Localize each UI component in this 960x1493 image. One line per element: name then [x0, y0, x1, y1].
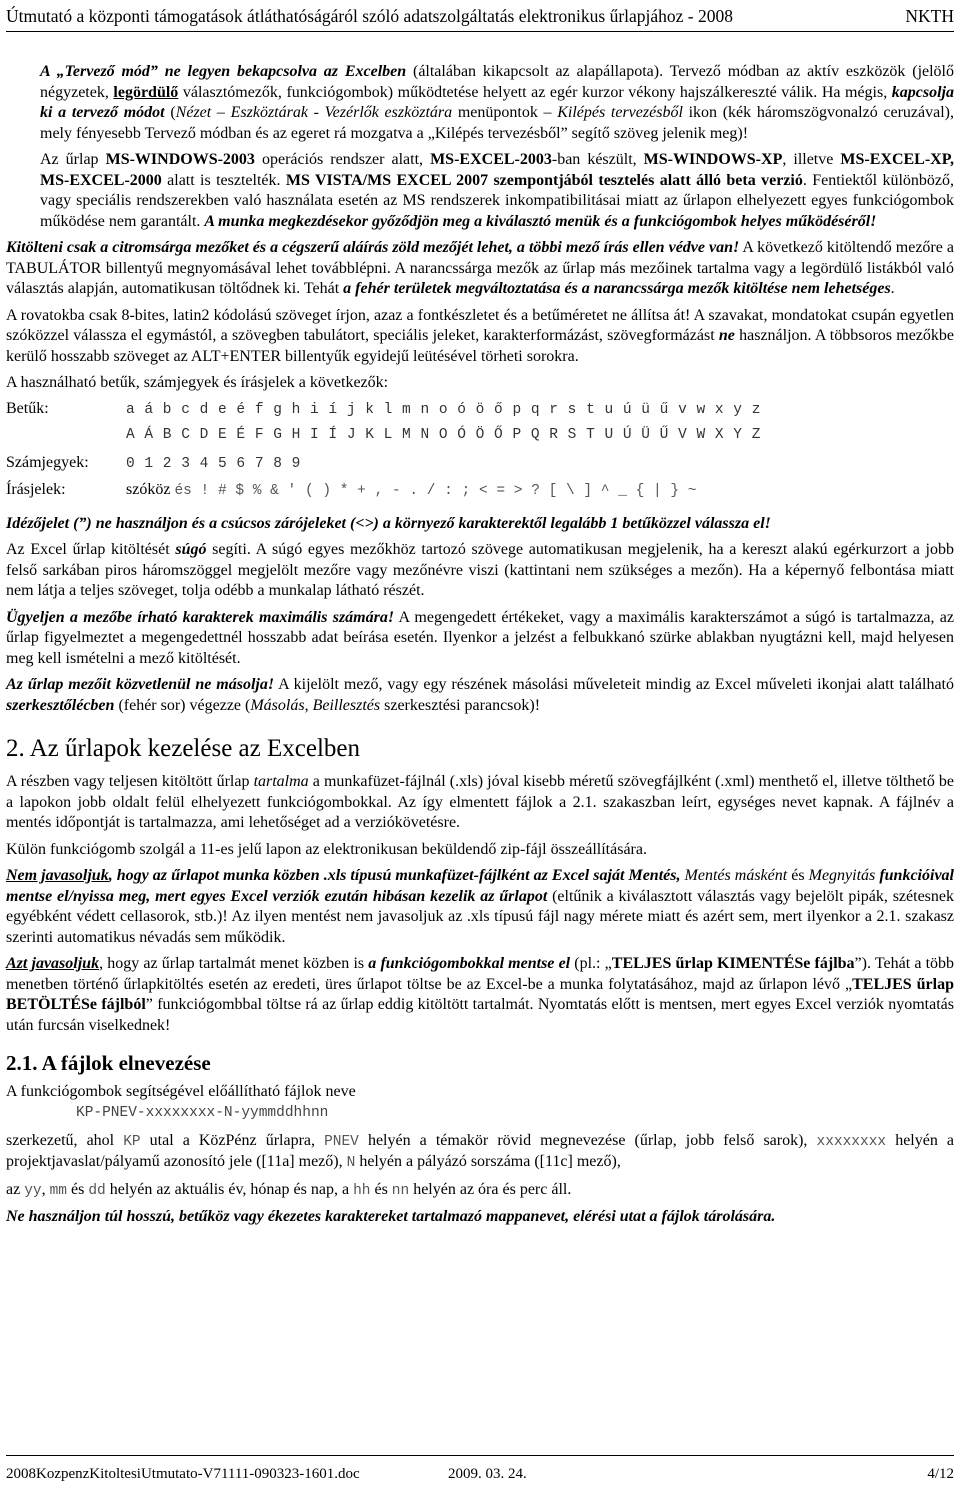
section-heading-2: 2. Az űrlapok kezelése az Excelben [6, 735, 360, 762]
designer-mode-warning: A „Tervező mód” ne legyen bekapcsolva az Excelben [40, 63, 407, 80]
text: Az Excel űrlap kitöltését [6, 541, 176, 558]
digits: 0 1 2 3 4 5 6 7 8 9 [126, 455, 301, 472]
lowercase-letters: a á b c d e é f g h i í j k l m n o ó ö ő p q r s t u ú ü ű v w x y z [126, 401, 761, 418]
emphasis: MS-EXCEL-XP, MS-EXCEL-2000 [40, 151, 955, 189]
text: (általában kikapcsolt az alapállapota). Tervező módban az aktív eszközök (jelölő négyzetek, [40, 63, 955, 101]
emphasis: súgó [175, 541, 207, 558]
emphasis: tartalma [253, 773, 309, 790]
menu-path: Nézet – Eszköztárak - Vezérlők eszköztára [175, 104, 453, 121]
letters-label: Betűk: [6, 399, 49, 417]
text: ikon (kék háromszögvonalzó ceruzával), mely fényesebb Tervező módban és az egeret rá mozgatva a „Kilépés tervezésből” segítő szöveg jelenik meg)! [40, 104, 955, 142]
paragraph-help [6, 540, 954, 602]
text: helyén az óra és perc áll. [409, 1180, 572, 1198]
page-header [6, 4, 954, 32]
text: ”). Tehát a több menetben történő űrlapkitöltés esetén az eredeti, üres űrlapot töltse be az Excel-be a munka folytatásához, majd az űrlapon lévő „ [6, 955, 955, 993]
emphasis: Mentés másként [680, 867, 788, 884]
emphasis: MS-WINDOWS-XP [643, 151, 783, 168]
section-heading-2-1: 2.1. A fájlok elnevezése [6, 1051, 211, 1075]
footer-date: 2009. 03. 24. [448, 1466, 527, 1482]
text: , illetve [782, 151, 841, 168]
text: . Fentiektől különböző, vagy speciális rendszerekben való használata esetén az MS rendszerek inkompatibilitásai miatt az űrlapon elhelyezett egyes funkciógombok működése nem garantált. [40, 171, 955, 230]
paragraph-not-recommended [6, 866, 954, 948]
emphasis: Ügyeljen a mezőbe írható karakterek maximális számára! [6, 608, 395, 626]
text: és [67, 1180, 89, 1198]
digits-row [6, 454, 954, 481]
emphasis: MS VISTA/MS EXCEL 2007 szempontjából tesztelés alatt álló beta verzió [285, 171, 803, 189]
footer-filename: 2008KozpenzKitoltesiUtmutato-V71111-090323-1601.doc [6, 1466, 360, 1482]
emphasis: kapcsolja ki a tervező módot [40, 83, 954, 121]
digits-label: Számjegyek: [6, 453, 89, 471]
text: helyén a pályázó sorszáma ([11c] mező), [355, 1153, 621, 1170]
text: használjon. A többsoros mezőkbe kerülő hosszabb szöveget az ALT+ENTER billentyűk egyidejű leütésével törheti sorokra. [6, 327, 954, 365]
emphasis: MS-WINDOWS-2003 [105, 151, 255, 168]
text: A részben vagy teljesen kitöltött űrlap [6, 773, 254, 790]
emphasis: Azt javasoljuk [6, 955, 100, 972]
emphasis: , hogy az űrlapot munka közben .xls típusú munkafüzet-fájlként az Excel saját Mentés, [108, 867, 681, 884]
paragraph-system-requirements [6, 150, 954, 232]
text: operációs rendszer alatt, [254, 151, 431, 168]
text: A következő kitöltendő mezőre a TABULÁTOR billentyű megnyomásával lehet továbblépni. A narancssárga mezők az űrlap más mezőinek tartalma vagy a legördülő listákból való választás alapján, automatikusan töltődnek ki. Tehát [6, 239, 954, 297]
emphasis: TELJES űrlap BETÖLTÉSe fájlból [6, 975, 954, 1013]
text: (fehér sor) végezze ( [114, 696, 251, 714]
paragraph-recommended [6, 954, 954, 1036]
document-body [6, 62, 954, 1234]
text: , [41, 1180, 50, 1198]
document-page [6, 0, 954, 1493]
paragraph-save-content [6, 772, 954, 834]
paragraph-copy [6, 675, 954, 716]
text: menüpontok – [452, 104, 558, 121]
emphasis: Nem javasoljuk [6, 867, 109, 884]
emphasis: funkcióival mentse el/nyissa meg, mert egyes Excel verziók ezután hibásan kezelik az űrlapot [6, 867, 954, 905]
emphasis: Másolás [250, 696, 305, 714]
code: KP [123, 1133, 141, 1150]
paragraph-folder-names: Ne használjon túl hosszú, betűköz vagy ékezetes karaktereket tartalmazó mappanevet, elérési utat a fájlok tárolására. [6, 1208, 776, 1225]
text: A rovatokba csak 8-bites, latin2 kódolású szöveget írjon, azaz a fontkészletet és a betűméretet ne állítsa át! A szavakat, mondatokat csupán egyetlen szóközzel válassza el egymástól, a szövegben tabulátort, speciális jeleket, karakterformázást, szövegformázást [6, 306, 954, 344]
footer-page-number: 4/12 [927, 1466, 954, 1482]
emphasis: szerkesztőlécben [6, 696, 115, 714]
text: helyén az aktuális év, hónap és nap, a [105, 1180, 354, 1198]
code: hh [353, 1182, 371, 1199]
paragraph-designer-mode [6, 62, 954, 144]
emphasis: Kitölteni csak a citromsárga mezőket és a cégszerű aláírás zöld mezőjét lehet, a többi mező írás ellen védve van! [6, 239, 740, 256]
text: ” funkciógombbal töltse rá az űrlap eddig kitöltött tartalmát. Nyomtatás előtt is mentsen, mert egyes Excel verziók nyomtatás után furcsán viselkednek! [6, 996, 955, 1034]
paragraph-zip: Külön funkciógomb szolgál a 11-es jelű lapon az elektronikusan beküldendő zip-fájl összeállítására. [6, 840, 647, 858]
paragraph-encoding [6, 306, 954, 368]
text: szerkesztési parancsok)! [380, 696, 541, 714]
text: A megengedett értékeket, vagy a maximális karakterszámot a súgó is tartalmazza, az űrlap figyelmeztet a megengedettnél hosszabb adat beírása esetén. Ilyenkor a jelzést a felbukkanó szürke ablakban nyugtázni kell, majd helyesen meg kell ismételni a mező kitöltését. [6, 608, 954, 667]
emphasis: a fehér területek megváltoztatása és a narancssárga mezők kitöltése nem lehetséges [343, 280, 891, 297]
header-title: Útmutató a központi támogatások átláthatóságáról szóló adatszolgáltatás elektronikus űrlapjához - 2008 [6, 6, 734, 26]
paragraph-max-chars [6, 608, 954, 670]
emphasis: TELJES űrlap KIMENTÉSe fájlba [611, 955, 855, 972]
text: ( [164, 104, 176, 121]
allowed-characters [6, 400, 954, 508]
code: nn [391, 1182, 410, 1199]
emphasis: MS-EXCEL-2003 [430, 151, 552, 168]
text: (pl.: „ [570, 955, 612, 972]
punctuation-label: Írásjelek: [6, 480, 66, 498]
uppercase-row [6, 427, 954, 454]
space-word: szóköz [126, 480, 171, 498]
code: dd [88, 1182, 106, 1199]
text: A kijelölt mező, vagy egy részének másolási műveleteit mindig az Excel műveleti ikonjai alatt található [274, 676, 954, 693]
text: helyén a témakör rövid megnevezése (űrlap, jobb felső sarok), [358, 1131, 817, 1149]
paragraph-characters-intro: A használható betűk, számjegyek és írásjelek a következők: [6, 374, 389, 391]
emphasis: A munka megkezdésekor győződjön meg a kiválasztó menük és a funkciógombok helyes működéséről! [204, 212, 877, 230]
text: és [370, 1180, 392, 1198]
text: , [304, 696, 313, 714]
uppercase-letters: A Á B C D E É F G H I Í J K L M N O Ó Ö Ő P Q R S T U Ú Ü Ű V W X Y Z [126, 426, 761, 443]
code: PNEV [324, 1133, 359, 1150]
text: Az űrlap [40, 151, 106, 168]
paragraph-filename-structure [6, 1131, 954, 1174]
page-footer [6, 1455, 954, 1490]
code: yy [24, 1182, 42, 1199]
text: választómezők, funkciógombok) működtetése helyett az egér kurzor vékony hajszálkereszté válik. Ha mégis, [178, 83, 892, 101]
punctuation: és ! # $ % & ' ( ) * + , - . / : ; < = > ? [ \ ] ^ _ { | } ~ [174, 482, 697, 499]
paragraph-quotes: Idézőjelet (”) ne használjon és a csúcsos zárójeleket (<>) a környező karakterektől legalább 1 betűközzel válassza el! [6, 514, 771, 532]
text: alatt is tesztelték. [161, 171, 286, 189]
filename-pattern: KP-PNEV-xxxxxxxx-N-yymmddhhnn [76, 1104, 329, 1121]
code: xxxxxxxx [816, 1133, 887, 1150]
text: és [787, 867, 809, 884]
code: N [346, 1155, 356, 1171]
text: szerkezetű, ahol [6, 1131, 124, 1149]
emphasis: Az űrlap mezőit közvetlenül ne másolja! [6, 676, 275, 693]
letters-row [6, 400, 954, 427]
emphasis: Beillesztés [312, 696, 381, 714]
text: az [6, 1180, 25, 1198]
code: mm [49, 1182, 68, 1199]
emphasis: ne [718, 327, 735, 344]
emphasis: Megnyitás [808, 867, 876, 884]
text: utal a KözPénz űrlapra, [140, 1131, 325, 1149]
menu-item: Kilépés tervezésből [557, 104, 683, 121]
text: . [890, 280, 895, 297]
text: a munkafüzet-fájlnál (.xls) jóval kisebb méretű szövegfájlként (.xml) menthető el, illetve tölthető be a lapokon jobb oldalt felül elhelyezett funkciógombokkal. Az így elmentett fájlok a 2.1. szakaszban leírt, egységes nevet kapnak. A fájlnév a mentés időpontját is tartalmazza, ami lehetőséget ad a verziókövetésre. [6, 773, 955, 831]
paragraph-fill-fields [6, 238, 954, 300]
text: -ban készült, [551, 151, 644, 168]
paragraph-filenames-intro: A funkciógombok segítségével előállítható fájlok neve [6, 1083, 356, 1100]
header-org: NKTH [905, 6, 954, 26]
text: segíti. A súgó egyes mezőkhöz tartozó szövege automatikusan megjelenik, ha a kereszt alakú egérkurzort a jobb felső sarkában piros háromszöggel megjelölt mezőre vagy mezőnévre viszi (kattintani nem szükséges a mezőn). Ha a képernyő felbontása miatt nem látja a teljes szöveget, tolja odébb a munkalap látható részét. [6, 541, 955, 599]
text: helyén a projektjavaslat/pályamű azonosító jele ([11a] mező), [6, 1131, 955, 1170]
emphasis: legördülő [113, 83, 179, 101]
punctuation-values [126, 481, 697, 499]
punctuation-row [6, 481, 954, 508]
paragraph-date-codes [6, 1180, 954, 1202]
emphasis: a funkciógombokkal mentse el [368, 955, 571, 972]
text: (eltűnik a kiválasztott választás vagy bejelölt pipák, szétesnek egyébként védett cellasorok, stb.)! Az ilyen mentést nem javasoljuk az .xls típusú fájl nagy mérete miatt és azért sem, mert ilyenkor a 2.1. szakasz szerinti automatikus névadás sem működik. [6, 887, 954, 946]
text: , hogy az űrlap tartalmát menet közben is [99, 955, 369, 972]
